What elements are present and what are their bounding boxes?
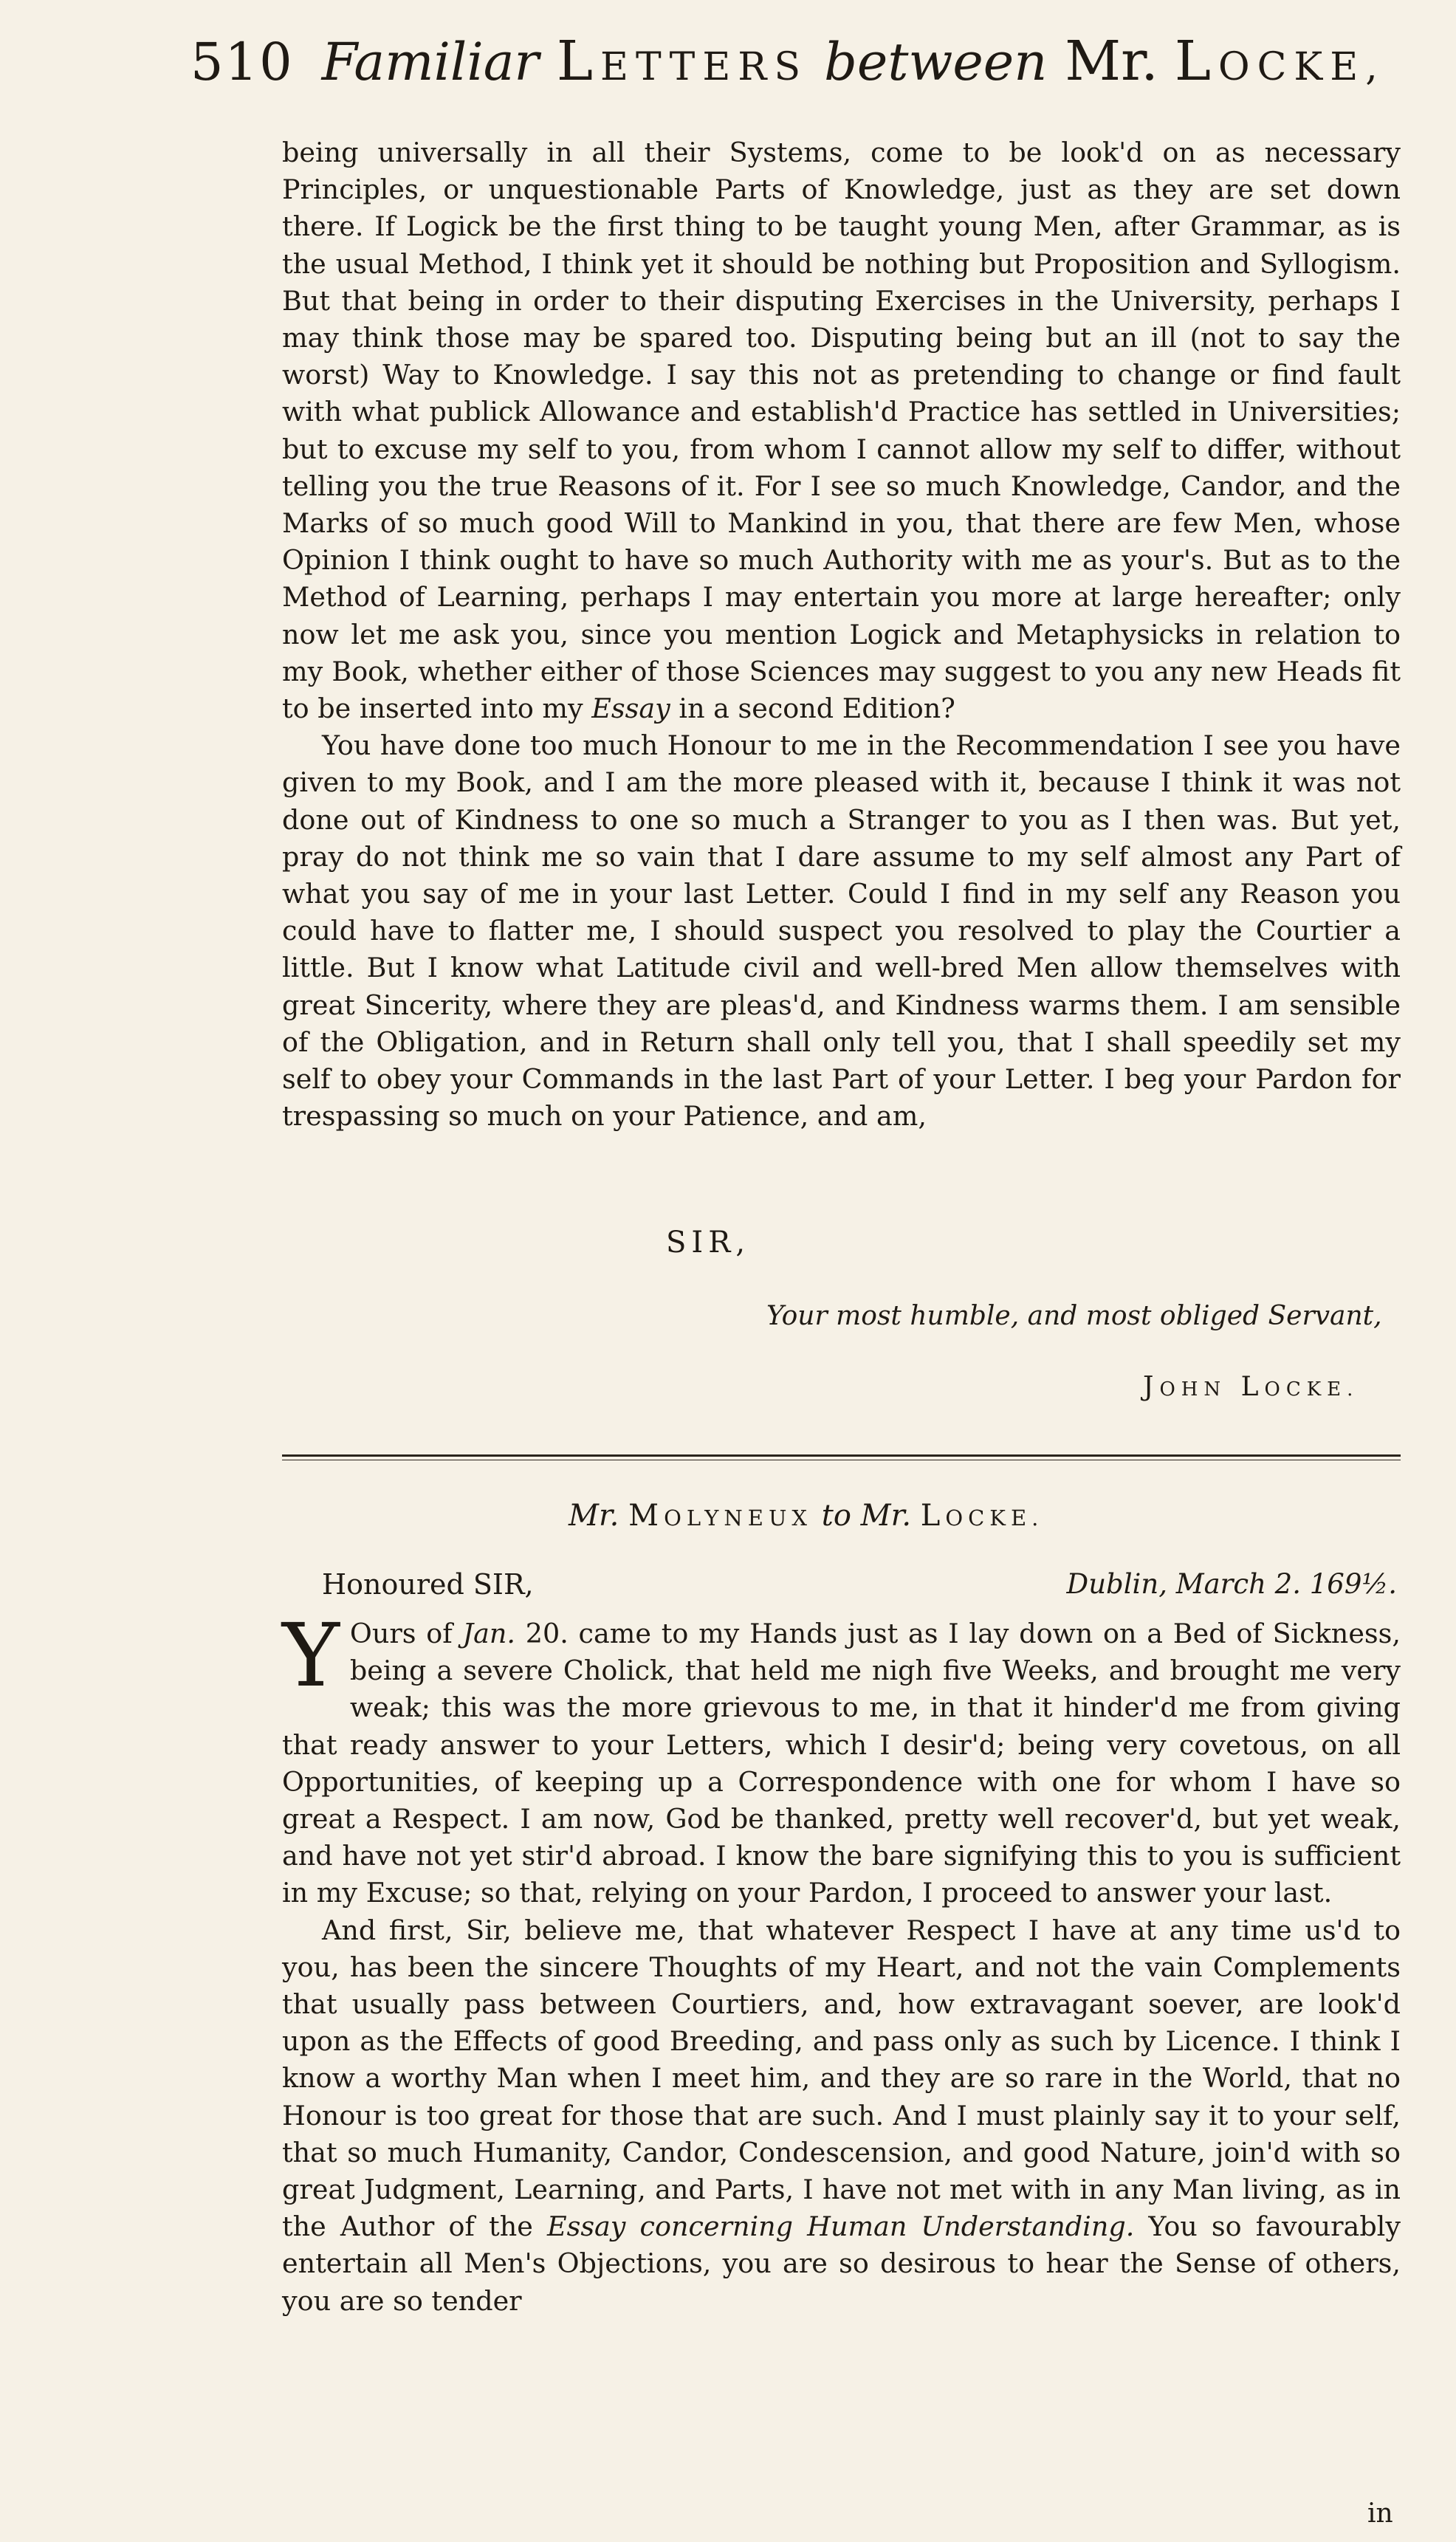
letter2-dateline: Dublin, March 2. 169½. bbox=[1066, 1568, 1397, 1600]
letter2-paragraph-1: Y Ours of Jan. 20. came to my Hands just as I lay down on a Bed of Sickness, being a severe Cholick, that held me nigh five Weeks, and brought me very weak; this was the more grievous to me, in that it hinder'd me from giving that ready answer to your Letters, which I desir'd; being very covetous, on all Opportunities, of keeping up a Correspondence with one for whom I have so great a Respect. I am now, God be thanked, pretty well recover'd, but yet weak, and have not yet stir'd abroad. I know the bare signifying this to you is sufficient in my Excuse; so that, relying on your Pardon, I proceed to answer your last. bbox=[282, 1604, 1401, 1909]
letter1-closing: Your most humble, and most obliged Servant, bbox=[766, 1301, 1382, 1331]
header-letters: LETTERS bbox=[556, 30, 808, 93]
letter1-paragraph-1: being universally in all their Systems, come to be look'd on as necessary Principles, or unquestionable Parts of Knowledge, just as they are set down there. If Logick be the first thing to be taught young Men, after Grammar, as is the usual Method, I think yet it should be nothing but Proposition and Syllogism. But that being in order to their disputing Exercises in the University, perhaps I may think those may be spared too. Disputing being but an ill (not to say the worst) Way to Knowledge. I say this not as pretending to change or find fault with what publick Allowance and establish'd Practice has settled in Universities; but to excuse my self to you, from whom I cannot allow my self to differ, without telling you the true Reasons of it. For I see so much Knowledge, Candor, and the Marks of so much good Will to Mankind in you, that there are few Men, whose Opinion I think ought to have so much Authority with me as your's. But as to the Method of Learning, perhaps I may entertain you more at large hereafter; only now let me ask you, since you mention Logick and Metaphysicks in relation to my Book, whether either of those Sciences may suggest to you any new Heads fit to be inserted into my Essay in a second Edition? bbox=[282, 137, 1401, 725]
header-between: between bbox=[824, 32, 1048, 92]
letter2-paragraph-2: And first, Sir, believe me, that whatever Respect I have at any time us'd to you, has been the sincere Thoughts of my Heart, and not the vain Complements that usually pass between Courtiers, and, how extravagant soever, are look'd upon as the Effects of good Breeding, and pass only as such by Licence. I think I know a worthy Man when I meet him, and they are so rare in the World, that no Honour is too great for those that are such. And I must plainly say it to your self, that so much Humanity, Candor, Condescension, and good Nature, join'd with so great Judgment, Learning, and Parts, I have not met with in any Man living, as in the Author of the Essay concerning Human Understanding. You so favourably entertain all Men's Objections, you are so desirous to hear the Sense of others, you are so tender bbox=[282, 1914, 1401, 2317]
header-familiar: Familiar bbox=[321, 32, 539, 92]
letter1-sir: SIR, bbox=[666, 1226, 751, 1260]
drop-cap: Y bbox=[282, 1604, 340, 1706]
letter1-body bbox=[282, 134, 1401, 1135]
header-mr: Mr. bbox=[1065, 30, 1158, 93]
catchword: in bbox=[1367, 2498, 1393, 2529]
running-header bbox=[190, 30, 1416, 126]
letter2-salutation: Honoured SIR, bbox=[322, 1568, 534, 1601]
letter2-body bbox=[282, 1604, 1401, 2320]
letter1-paragraph-2: You have done too much Honour to me in the Recommendation I see you have given to my Book, and I am the more pleased with it, because I think it was not done out of Kindness to one so much a Stranger to you as I then was. But yet, pray do not think me so vain that I dare assume to my self almost any Part of what you say of me in your last Letter. Could I find in my self any Reason you could have to flatter me, I should suspect you resolved to play the Courtier a little. But I know what Latitude civil and well-bred Men allow themselves with great Sincerity, where they are pleas'd, and Kindness warms them. I am sensible of the Obligation, and in Return shall only tell you, that I shall speedily set my self to obey your Commands in the last Part of your Letter. I beg your Pardon for trespassing so much on your Patience, and am, bbox=[282, 729, 1401, 1133]
page-number: 510 bbox=[190, 32, 294, 92]
letter1-signature: JOHN LOCKE. bbox=[1143, 1372, 1359, 1402]
header-locke: LOCKE, bbox=[1174, 30, 1385, 93]
letter2-title: Mr. MOLYNEUX to Mr. LOCKE. bbox=[569, 1499, 1044, 1533]
section-divider bbox=[282, 1454, 1401, 1457]
